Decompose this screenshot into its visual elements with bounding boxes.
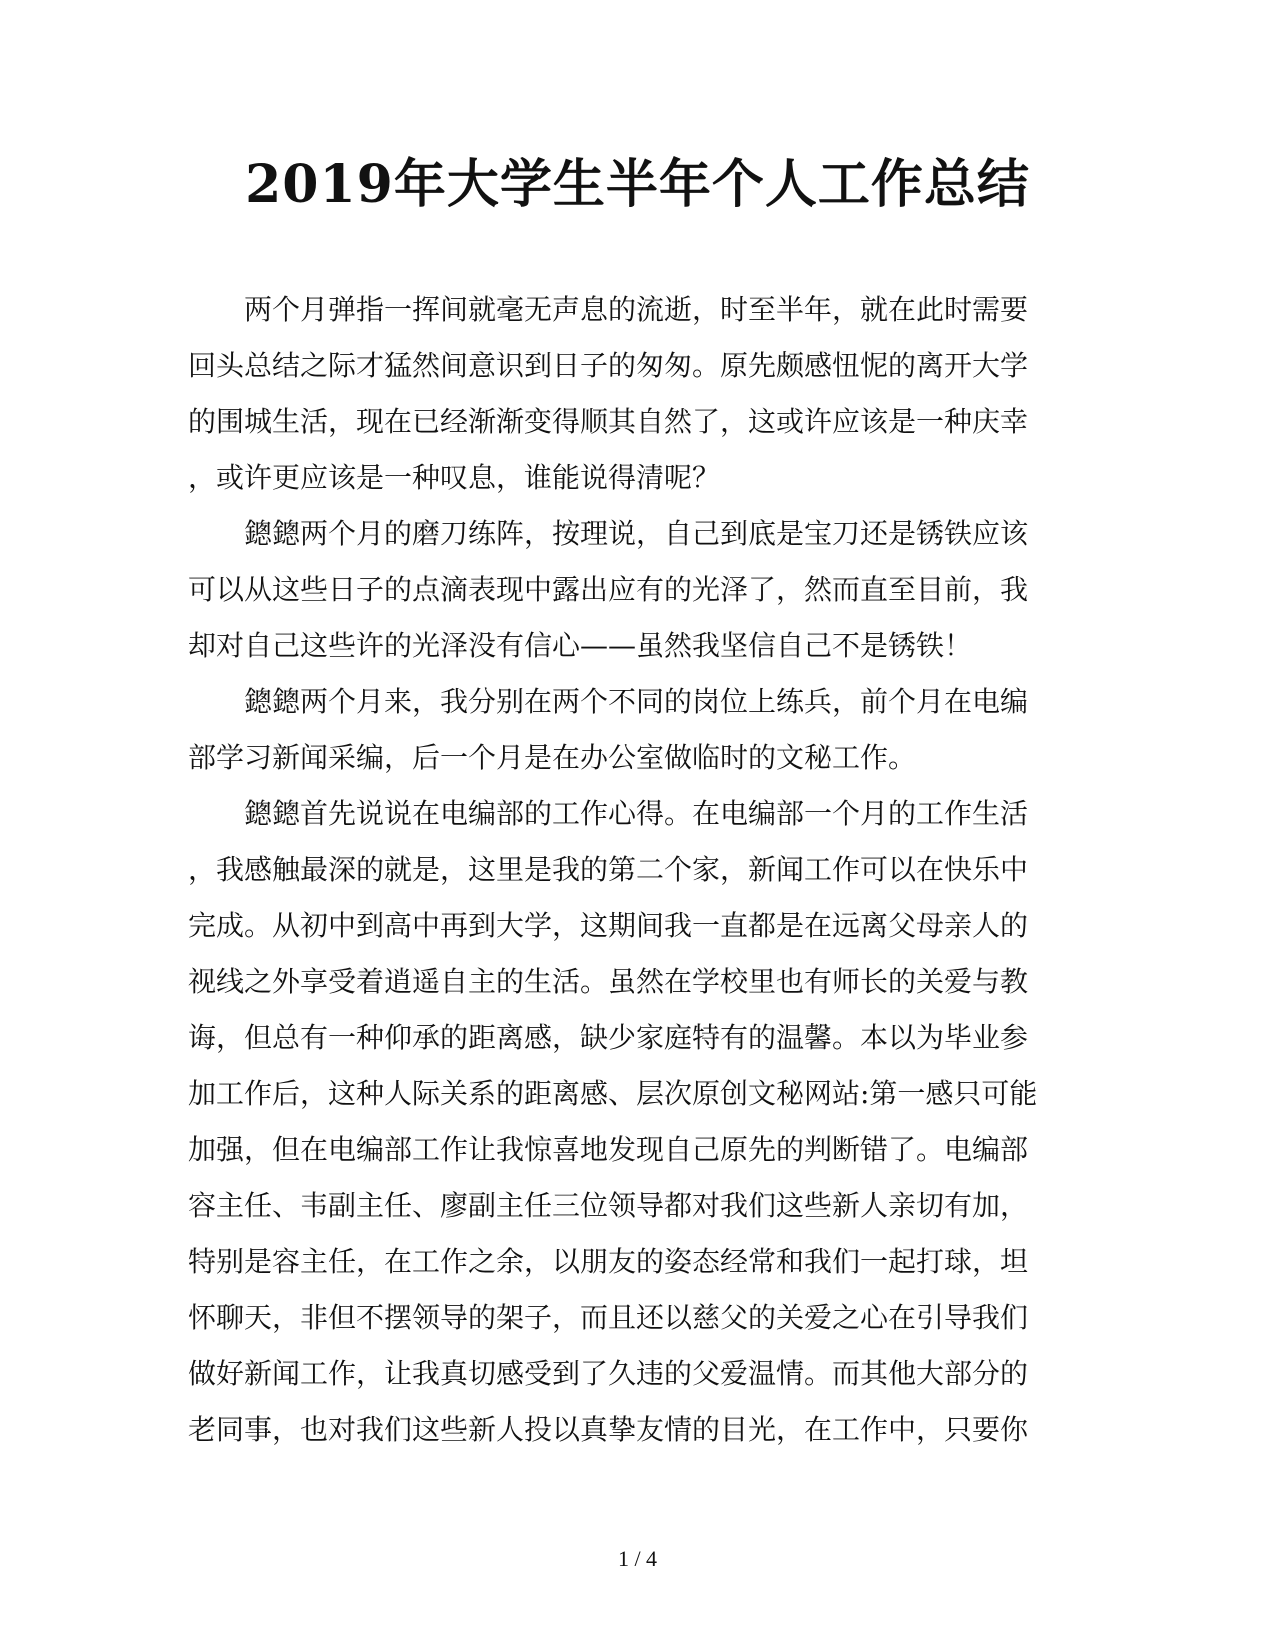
text-line: ，我感触最深的就是，这里是我的第二个家，新闻工作可以在快乐中 xyxy=(188,853,1029,886)
text-line: 容主任、韦副主任、廖副主任三位领导都对我们这些新人亲切有加， xyxy=(188,1189,1029,1222)
text-line: 诲，但总有一种仰承的距离感，缺少家庭特有的温馨。本以为毕业参 xyxy=(188,1021,1029,1054)
paragraph-4 xyxy=(188,786,1088,1458)
document-title: 2019年大学生半年个人工作总结 xyxy=(245,154,1030,215)
paragraph-3 xyxy=(188,674,1088,786)
text-line: 加工作后，这种人际关系的距离感、层次原创文秘网站:第一感只可能 xyxy=(188,1077,1038,1110)
text-line: 怀聊天，非但不摆领导的架子，而且还以慈父的关爱之心在引导我们 xyxy=(188,1301,1029,1334)
document-body xyxy=(188,282,1088,1458)
text-line: 做好新闻工作，让我真切感受到了久违的父爱温情。而其他大部分的 xyxy=(188,1357,1029,1390)
paragraph-2 xyxy=(188,506,1088,674)
text-line: 鏓鏓两个月的磨刀练阵，按理说，自己到底是宝刀还是锈铁应该 xyxy=(244,517,1029,550)
text-line: ，或许更应该是一种叹息，谁能说得清呢？ xyxy=(188,461,721,494)
text-line: 两个月弹指一挥间就毫无声息的流逝，时至半年，就在此时需要 xyxy=(244,293,1029,326)
text-line: 加强，但在电编部工作让我惊喜地发现自己原先的判断错了。电编部 xyxy=(188,1133,1029,1166)
page-number: 1 / 4 xyxy=(617,1546,658,1571)
text-line: 的围城生活，现在已经渐渐变得顺其自然了，这或许应该是一种庆幸 xyxy=(188,405,1029,438)
text-line: 完成。从初中到高中再到大学，这期间我一直都是在远离父母亲人的 xyxy=(188,909,1029,942)
text-line: 鏓鏓首先说说在电编部的工作心得。在电编部一个月的工作生活 xyxy=(244,797,1029,830)
text-line: 可以从这些日子的点滴表现中露出应有的光泽了，然而直至目前，我 xyxy=(188,573,1029,606)
paragraph-1 xyxy=(188,282,1088,506)
text-line: 却对自己这些许的光泽没有信心——虽然我坚信自己不是锈铁！ xyxy=(188,629,973,662)
text-line: 部学习新闻采编，后一个月是在办公室做临时的文秘工作。 xyxy=(188,741,917,774)
text-line: 鏓鏓两个月来，我分别在两个不同的岗位上练兵，前个月在电编 xyxy=(244,685,1029,718)
text-line: 老同事，也对我们这些新人投以真挚友情的目光，在工作中，只要你 xyxy=(188,1413,1029,1446)
text-line: 视线之外享受着逍遥自主的生活。虽然在学校里也有师长的关爱与教 xyxy=(188,965,1029,998)
text-line: 特别是容主任，在工作之余，以朋友的姿态经常和我们一起打球，坦 xyxy=(188,1245,1029,1278)
text-line: 回头总结之际才猛然间意识到日子的匆匆。原先颇感忸怩的离开大学 xyxy=(188,349,1029,382)
